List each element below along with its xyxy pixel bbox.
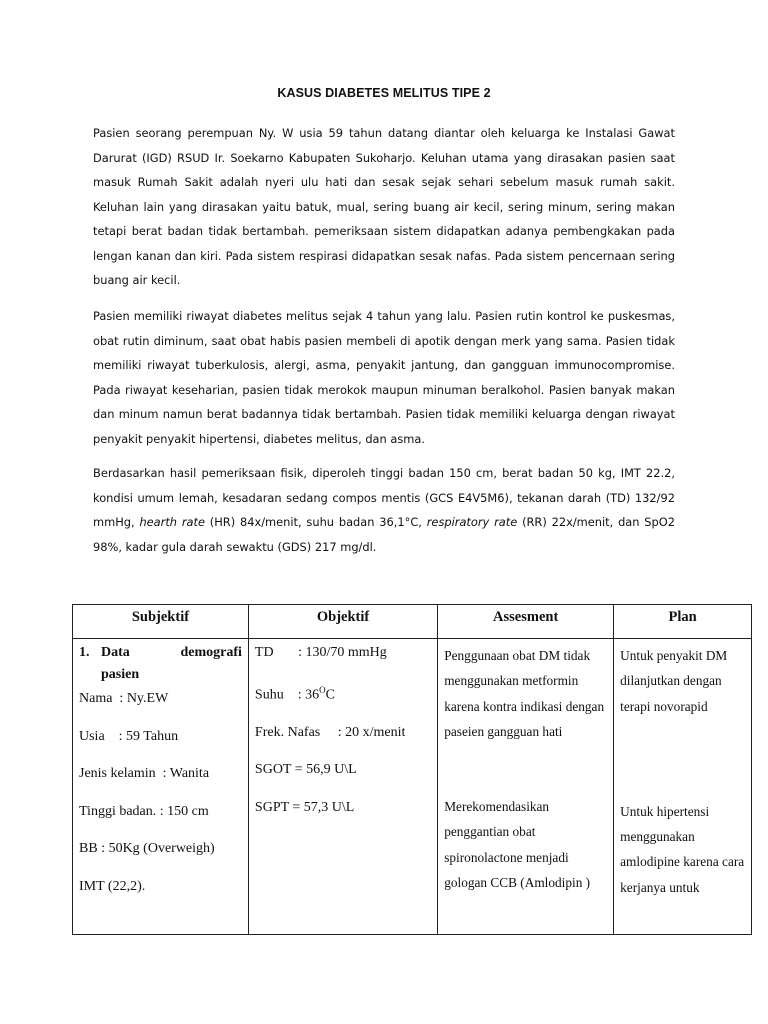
paragraph-case-description: Pasien seorang perempuan Ny. W usia 59 tahun datang diantar oleh keluarga ke Instalasi Gawat Darurat (IGD) RSUD Ir. Soekarno Kabupaten Sukoharjo. Keluhan utama yang dirasakan pasien saat masuk Rumah Sakit adalah nyeri ulu hati dan sesak sejak sehari sebelum masuk rumah sakit. Keluhan lain yang dirasakan yaitu batuk, mual, sering buang air kecil, sering minum, sering makan tetapi berat badan tidak bertambah. pemeriksaan sistem didapatkan adanya pembengkakan pada lengan kanan dan kiri. Pada sistem respirasi didapatkan sesak nafas. Pada sistem pencernaan sering buang air kecil. [93,126,675,287]
subjektif-heading-a: Data [101,645,130,660]
subjektif-heading-c: pasien [101,667,140,682]
subjektif-heading [79,643,242,663]
header-subjektif: Subjektif [73,605,249,639]
soap-row [73,639,752,935]
exam-hearth-rate: hearth rate [139,515,205,529]
subjektif-heading-b: demografi [180,645,242,660]
paragraph-physical-exam [93,461,675,559]
soap-header-row [73,605,752,639]
objektif-suhu-value: Suhu : 36 [254,687,320,703]
subjektif-bb: BB : 50Kg (Overweigh) [79,841,215,856]
objektif-sgpt: SGPT = 57,3 U\L [254,799,355,815]
header-objektif: Objektif [248,605,437,639]
exam-respiratory-rate: respiratory rate [426,515,518,529]
assesment-1: Penggunaan obat DM tidak menggunakan metformin karena kontra indikasi dengan paseien gangguan hati [444,648,605,739]
objektif-td: TD : 130/70 mmHg [254,645,387,660]
exam-text-a: Berdasarkan hasil pemeriksaan fisik, diperoleh tinggi badan 150 cm, berat badan 50 kg, IMT 22.2, kondisi umum lemah, kesadaran sedang compos mentis (GCS E4V5M6), tekanan darah (TD) 132/92 mmHg, [93,466,675,529]
subjektif-usia: Usia : 59 Tahun [79,728,179,744]
exam-text-b: (HR) 84x/menit, suhu badan 36,1°C, [204,515,427,529]
soap-table [72,604,752,935]
subjektif-nama: Nama : Ny.EW [79,691,169,706]
paragraph-medical-history: Pasien memiliki riwayat diabetes melitus sejak 4 tahun yang lalu. Pasien rutin kontrol ke puskesmas, obat rutin diminum, saat obat habis pasien membeli di apotik dengan merk yang sama. Pasien tidak memiliki riwayat tuberkulosis, alergi, asma, penyakit jantung, dan gangguan immunocompromise. Pada riwayat keseharian, pasien tidak merokok maupun minuman beralkohol. Pasien banyak makan dan minum namun berat badannya tidak bertambah. Pasien tidak memiliki keluarga dengan riwayat penyakit penyakit hipertensi, diabetes melitus, dan asma. [93,309,675,446]
cell-assesment [438,639,614,935]
subjektif-number: 1. [79,645,90,660]
cell-objektif [248,639,437,935]
objektif-suhu-degree: O [319,684,326,695]
header-plan: Plan [614,605,752,639]
cell-subjektif [73,639,249,935]
header-assesment: Assesment [438,605,614,639]
subjektif-tinggi-badan: Tinggi badan. : 150 cm [79,803,209,819]
document-title: KASUS DIABETES MELITUS TIPE 2 [277,86,491,100]
assesment-2: Merekomendasikan penggantian obat spironolactone menjadi gologan CCB (Amlodipin ) [444,799,591,891]
cell-plan [614,639,752,935]
objektif-suhu-unit: C [325,687,335,703]
objektif-sgot: SGOT = 56,9 U\L [254,762,357,778]
subjektif-jenis-kelamin: Jenis kelamin : Wanita [79,766,210,781]
objektif-frek-nafas: Frek. Nafas : 20 x/menit [254,724,406,740]
exam-text-c: (RR) 22x/menit, dan SpO2 98%, kadar gula darah sewaktu (GDS) 217 mg/dl. [93,515,675,554]
subjektif-imt: IMT (22,2). [79,878,146,894]
plan-1: Untuk penyakit DM dilanjutkan dengan terapi novorapid [620,648,728,714]
objektif-suhu [255,681,431,705]
plan-2: Untuk hipertensi menggunakan amlodipine karena cara kerjanya untuk [620,803,745,895]
